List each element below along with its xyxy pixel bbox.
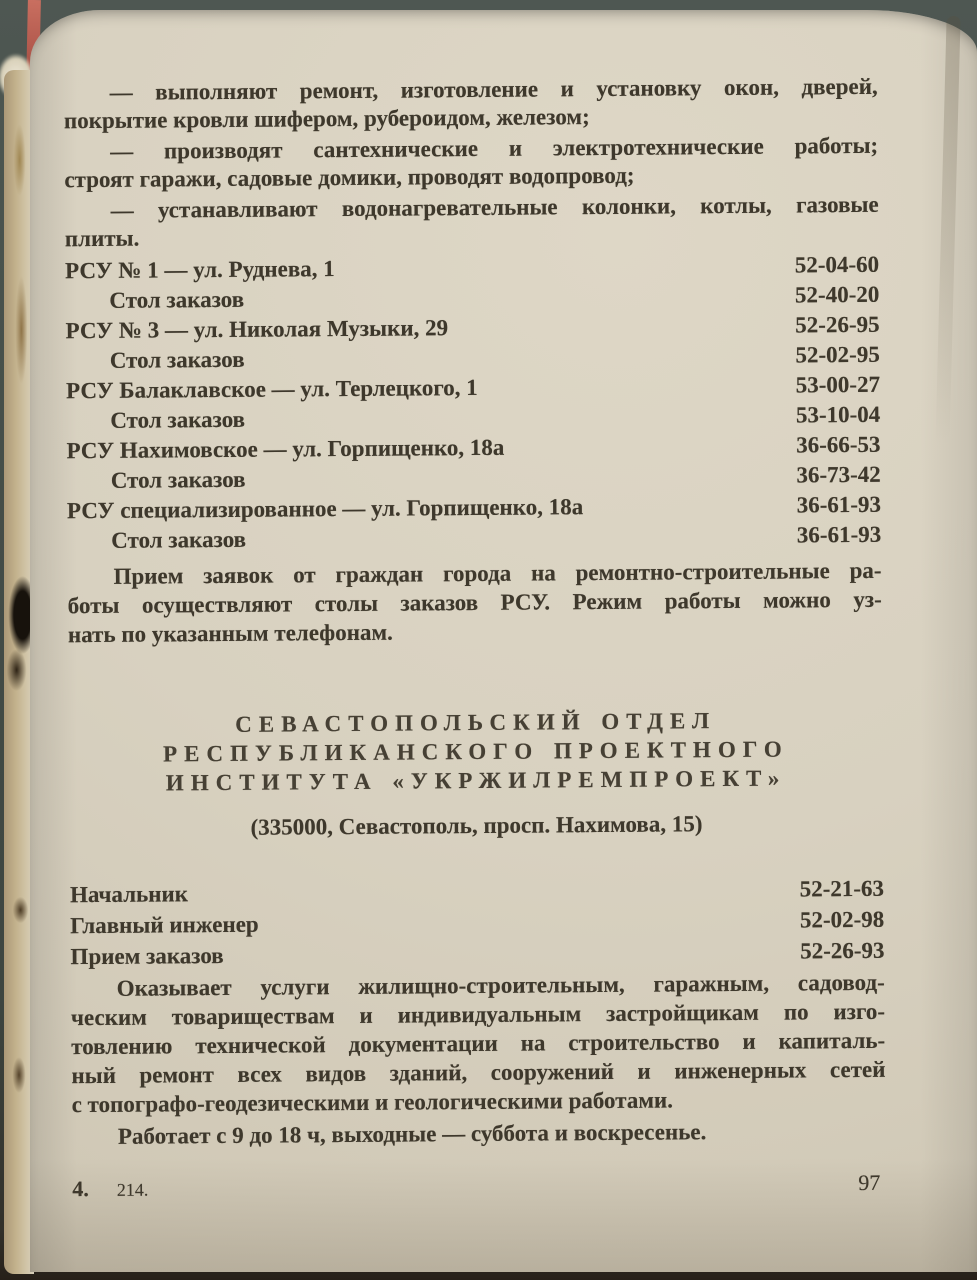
orders-note-line: Прием заявок от граждан города на ремонтно-строительные ра- [113,557,882,589]
contact-label: Начальник [69,881,189,908]
services-paragraph [64,132,878,194]
book-page [30,10,977,1272]
description-line: товлению технической документации на строительство и капиталь- [71,1027,886,1060]
phone-entry-label: Стол заказов [110,406,246,433]
page-footer [72,1170,886,1202]
phone-entry-number: 36-66-53 [796,431,881,458]
orders-note-line: боты осуществляют столы заказов РСУ. Режим работы можно уз- [67,586,882,619]
phone-entry-number: 36-61-93 [796,491,882,518]
services-line: покрытие кровли шифером, рубероидом, железом; [63,104,590,134]
working-hours-line: Работает с 9 до 18 ч, выходные — суббота и воскресенье. [117,1119,707,1149]
section-heading-line: РЕСПУБЛИКАНСКОГО ПРОЕКТНОГО [162,736,789,767]
phone-entry-label: Стол заказов [110,466,246,493]
phone-entry-label: РСУ № 1 — ул. Руднева, 1 [65,256,335,284]
phone-entry-label: РСУ специализированное — ул. Горпищенко, 18а [66,494,584,524]
footer-section-mark: 4. [72,1176,89,1202]
contact-label: Прием заказов [70,942,224,970]
phone-entry-number: 36-73-42 [796,461,881,488]
page-number: 97 [858,1169,881,1196]
services-list [64,73,879,253]
services-line: — выполняют ремонт, изготовление и установку окон, дверей, [109,73,878,105]
services-line: плиты. [64,225,140,252]
description-line: ческим товариществам и индивидуальным застройщикам по изго- [70,998,886,1031]
services-paragraph [65,191,879,253]
phone-entry-number: 52-02-95 [795,341,880,368]
phone-entry-label: РСУ № 3 — ул. Николая Музыки, 29 [65,315,449,344]
phone-entry-number: 53-00-27 [795,371,881,398]
footer-print-code: 214. [116,1179,149,1200]
contact-number: 52-26-93 [800,937,885,964]
phone-entry-label: Стол заказов [109,286,245,313]
services-line: строят гаражи, садовые домики, проводят водопровод; [64,162,635,193]
phone-entry-number: 52-04-60 [794,251,880,278]
contact-label: Главный инженер [70,911,259,939]
rsu-phone-directory [65,250,881,556]
phone-directory-row [67,520,881,556]
phone-entry-label: РСУ Балаклавское — ул. Терлецкого, 1 [65,374,478,404]
phone-entry-label: РСУ Нахимовское — ул. Горпищенко, 18а [66,434,505,464]
phone-entry-number: 36-61-93 [796,521,882,548]
contact-row [70,935,884,972]
section-heading-line: СЕВАСТОПОЛЬСКИЙ ОТДЕЛ [235,708,717,737]
section-address: (335000, Севастополь, просп. Нахимова, 15) [250,811,703,840]
section-heading [69,705,884,798]
phone-entry-number: 52-26-95 [795,311,880,338]
phone-entry-number: 52-40-20 [794,281,880,308]
contacts-list [70,873,885,972]
section-heading-line: ИНСТИТУТА «УКРЖИЛРЕМПРОЕКТ» [165,765,787,796]
phone-entry-label: Стол заказов [109,346,245,373]
phone-entry-number: 53-10-04 [795,401,881,428]
services-line: — производят сантехнические и электротехнические работы; [110,132,879,164]
orders-note [67,556,882,649]
services-line: — устанавливают водонагревательные колонки, котлы, газовые [110,191,879,223]
orders-note-line: нать по указанным телефонам. [67,619,393,648]
description-line: с топографо-геодезическими и геологическими работами. [71,1087,674,1118]
description-line: ный ремонт всех видов зданий, сооружений и инженерных сетей [71,1056,886,1089]
contact-number: 52-21-63 [799,875,885,902]
services-paragraph [64,73,878,135]
section-description [71,968,886,1119]
page-content [64,73,887,1202]
contact-number: 52-02-98 [799,906,885,933]
description-line: Оказывает услуги жилищно-строительным, гаражным, садовод- [116,969,885,1001]
phone-entry-label: Стол заказов [111,526,247,553]
